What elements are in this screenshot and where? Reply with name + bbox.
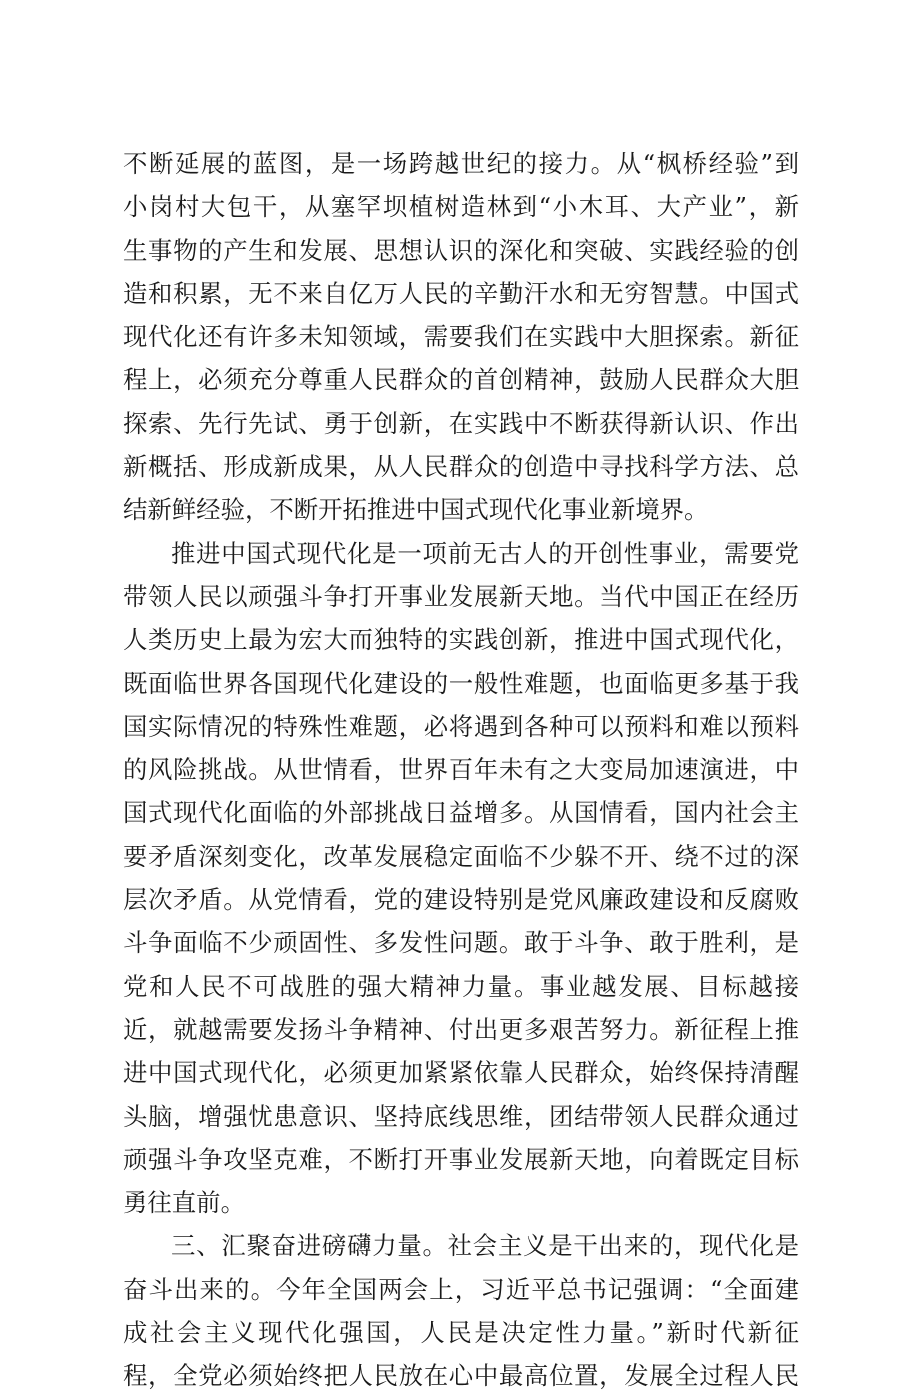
- text-line: 国实际情况的特殊性难题，必将遇到各种可以预料和难以预料: [123, 711, 799, 741]
- text-line: 奋斗出来的。今年全国两会上，习近平总书记强调：“全面建: [123, 1274, 799, 1304]
- text-line: 新概括、形成新成果，从人民群众的创造中寻找科学方法、总: [123, 452, 799, 482]
- text-line: 顽强斗争攻坚克难，不断打开事业发展新天地，向着既定目标: [123, 1144, 799, 1174]
- text-line: 生事物的产生和发展、思想认识的深化和突破、实践经验的创: [123, 235, 799, 265]
- text-line: 要矛盾深刻变化，改革发展稳定面临不少躲不开、绕不过的深: [123, 841, 799, 871]
- text-line: 成社会主义现代化强国，人民是决定性力量。”新时代新征: [123, 1318, 799, 1348]
- text-line: 的风险挑战。从世情看，世界百年未有之大变局加速演进，中: [123, 755, 799, 785]
- text-line: 程上，必须充分尊重人民群众的首创精神，鼓励人民群众大胆: [123, 365, 799, 395]
- text-line: 人类历史上最为宏大而独特的实践创新，推进中国式现代化，: [123, 625, 799, 655]
- paragraph-first-line: 推进中国式现代化是一项前无古人的开创性事业，需要党: [171, 538, 799, 568]
- body-text: [123, 142, 799, 1398]
- text-line: 既面临世界各国现代化建设的一般性难题，也面临更多基于我: [123, 668, 799, 698]
- paragraph-first-line: 三、汇聚奋进磅礴力量。社会主义是干出来的，现代化是: [171, 1231, 799, 1261]
- text-line: 勇往直前。: [123, 1188, 245, 1218]
- text-line: 带领人民以顽强斗争打开事业发展新天地。当代中国正在经历: [123, 581, 799, 611]
- text-line: 进中国式现代化，必须更加紧紧依靠人民群众，始终保持清醒: [123, 1058, 799, 1088]
- text-line: 头脑，增强忧患意识、坚持底线思维，团结带领人民群众通过: [123, 1101, 799, 1131]
- text-line: 不断延展的蓝图，是一场跨越世纪的接力。从“枫桥经验”到: [123, 149, 799, 178]
- text-line: 小岗村大包干，从塞罕坝植树造林到“小木耳、大产业”，新: [123, 192, 799, 222]
- text-line: 党和人民不可战胜的强大精神力量。事业越发展、目标越接: [123, 971, 799, 1001]
- text-line: 程，全党必须始终把人民放在心中最高位置，发展全过程人民: [123, 1361, 799, 1391]
- text-line: 层次矛盾。从党情看，党的建设特别是党风廉政建设和反腐败: [123, 885, 799, 915]
- text-line: 结新鲜经验，不断开拓推进中国式现代化事业新境界。: [123, 495, 709, 525]
- text-line: 国式现代化面临的外部挑战日益增多。从国情看，国内社会主: [123, 798, 799, 828]
- text-line: 近，就越需要发扬斗争精神、付出更多艰苦努力。新征程上推: [123, 1014, 799, 1044]
- text-line: 探索、先行先试、勇于创新，在实践中不断获得新认识、作出: [123, 408, 799, 438]
- text-line: 斗争面临不少顽固性、多发性问题。敢于斗争、敢于胜利，是: [123, 928, 799, 958]
- text-line: 造和积累，无不来自亿万人民的辛勤汗水和无穷智慧。中国式: [123, 278, 799, 308]
- text-line: 现代化还有许多未知领域，需要我们在实践中大胆探索。新征: [123, 322, 799, 352]
